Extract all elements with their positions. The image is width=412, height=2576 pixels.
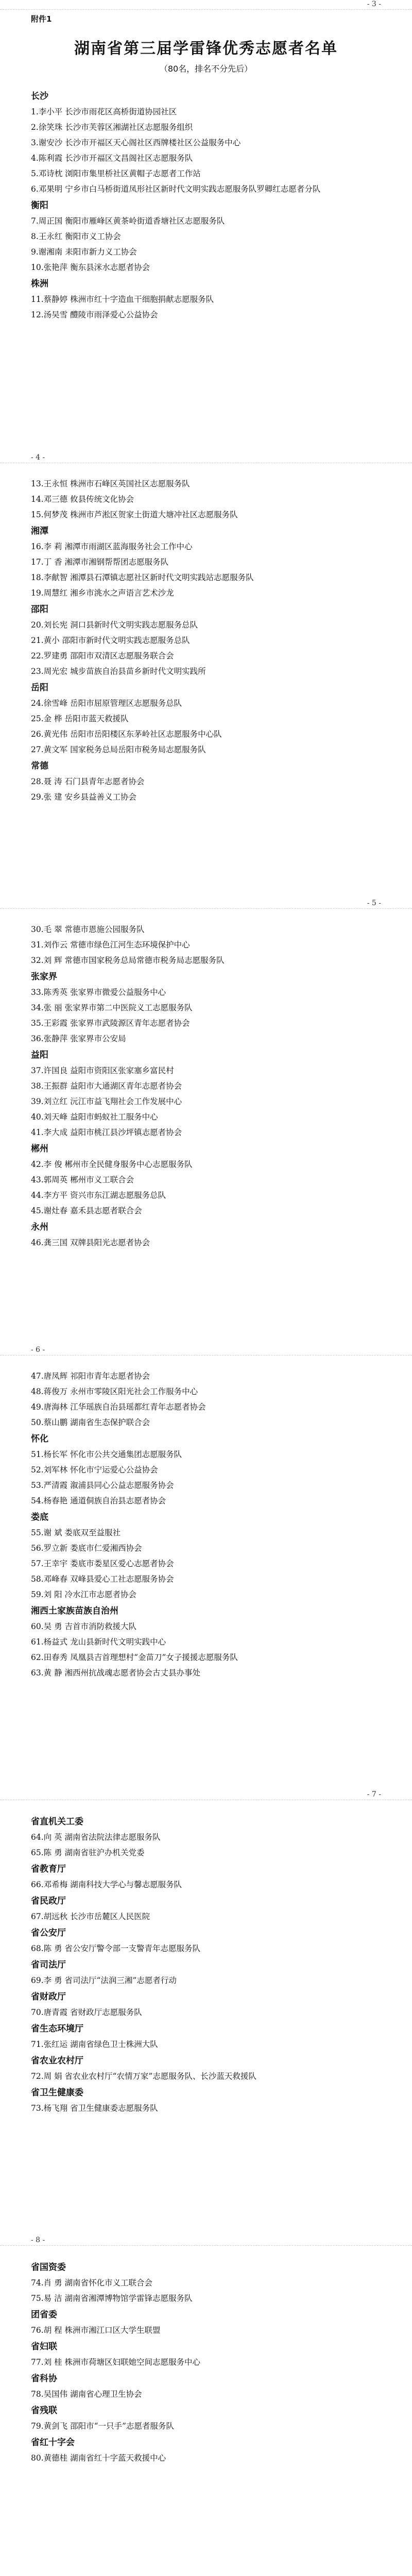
volunteer-entry: 15.何梦茂 株洲市芦淞区贺家土街道大塘冲社区志愿服务队: [31, 510, 238, 519]
volunteer-entry: 60.吴 勇 吉首市消防救援大队: [31, 1622, 137, 1631]
volunteer-entry: 36.张静萍 张家界市公安局: [31, 1034, 126, 1043]
volunteer-entry: 9.谢湘南 耒阳市新力义工协会: [31, 247, 137, 257]
page-number: - 5 -: [367, 899, 381, 907]
page-number: - 8 -: [31, 2236, 45, 2244]
volunteer-entry: 3.谢安沙 长沙市开福区天心阁社区西牌楼社区公益服务中心: [31, 138, 241, 147]
page-separator: [0, 1346, 412, 1355]
page-separator: [0, 1790, 412, 1800]
page-separator: [0, 899, 412, 909]
volunteer-entry: 10.张艳萍 衡东县洣水志愿者协会: [31, 263, 150, 272]
region-heading: 永州: [31, 1222, 48, 1232]
volunteer-entry: 72.周 娟 省农业农村厅“农情万家”志愿服务队、长沙蓝天救援队: [31, 2072, 256, 2081]
volunteer-entry: 68.陈 勇 省公安厅警令部一支警青年志愿服务队: [31, 1944, 201, 1953]
document-title: 湖南省第三届学雷锋优秀志愿者名单: [74, 40, 338, 58]
volunteer-entry: 70.唐青霞 省财政厅志愿服务队: [31, 2008, 142, 2017]
document-page: [0, 1359, 412, 1681]
region-heading: 怀化: [31, 1434, 48, 1444]
volunteer-entry: 57.王幸宇 娄底市娄星区爱心志愿者协会: [31, 1559, 174, 1568]
volunteer-entry: 39.刘立红 沅江市益飞翔社会工作发展中心: [31, 1097, 182, 1106]
volunteer-entry: 66.邓希梅 湖南科技大学心与馨志愿服务队: [31, 1880, 182, 1889]
volunteer-entry: 56.罗立新 娄底市仁爱湘西协会: [31, 1544, 142, 1553]
volunteer-entry: 45.谢灶春 嘉禾县志愿者联合会: [31, 1206, 142, 1215]
volunteer-entry: 32.刘 辉 常德市国家税务总局常德市税务局志愿服务队: [31, 956, 225, 965]
volunteer-entry: 42.李 俊 郴州市全民健身服务中心志愿服务队: [31, 1160, 193, 1169]
region-heading: 株洲: [31, 279, 48, 289]
region-heading: 张家界: [31, 972, 57, 982]
region-heading: 衡阳: [31, 200, 48, 211]
document-subtitle: （80名，排名不分先后）: [159, 64, 253, 74]
region-heading: 省公安厅: [31, 1928, 66, 1938]
volunteer-entry: 27.黄文军 国家税务总局岳阳市税务局志愿服务队: [31, 745, 206, 754]
page-number: - 3 -: [367, 0, 381, 8]
page-separator: [0, 2236, 412, 2246]
volunteer-entry: 17.丁 香 湘潭市湘钢帮帮团志愿服务队: [31, 557, 169, 567]
volunteer-entry: 29.张 建 安乡县益善义工协会: [31, 792, 137, 802]
volunteer-entry: 14.邓三德 攸县传统文化协会: [31, 495, 134, 504]
volunteer-entry: 55.谢 斌 娄底双至益服社: [31, 1528, 121, 1537]
page-separator: [0, 0, 412, 10]
volunteer-entry: 76.胡 程 株洲市湘江口区大学生联盟: [31, 2326, 161, 2335]
volunteer-entry: 20.刘长宪 洞口县新时代文明实践志愿服务总队: [31, 620, 198, 630]
volunteer-entry: 30.毛 翠 常德市恩施公园服务队: [31, 925, 145, 934]
document-page: [0, 13, 412, 323]
volunteer-entry: 63.黄 静 湘西州抗战魂志愿者协会古丈县办事处: [31, 1668, 201, 1677]
region-heading: 省卫生健康委: [31, 2088, 83, 2098]
volunteer-entry: 31.刘作云 常德市绿色江河生态环境保护中心: [31, 940, 190, 950]
volunteer-entry: 13.王永恒 株洲市石峰区英国社区志愿服务队: [31, 479, 190, 488]
volunteer-entry: 1.李小平 长沙市雨花区高桥街道协园社区: [31, 107, 177, 116]
page-separator: [0, 453, 412, 463]
region-heading: 益阳: [31, 1050, 48, 1060]
volunteer-entry: 12.汤吴雪 醴陵市雨泽爱心公益协会: [31, 310, 158, 319]
volunteer-entry: 69.李 勇 省司法厅“法润三湘”志愿者行动: [31, 1976, 177, 1985]
volunteer-entry: 53.严清霞 溆浦县同心公益志愿服务协会: [31, 1481, 174, 1490]
document-page: [0, 912, 412, 1250]
volunteer-entry: 44.李方平 资兴市东江湖志愿服务总队: [31, 1191, 166, 1200]
volunteer-entry: 11.蔡静婷 株洲市红十字造血干细胞捐献志愿服务队: [31, 295, 214, 304]
region-heading: 常德: [31, 761, 48, 771]
volunteer-entry: 7.周正国 衡阳市雁峰区黄茶岭街道香塘社区志愿服务队: [31, 216, 225, 226]
volunteer-entry: 49.唐海林 江华瑶族自治县瑶都红青年志愿者协会: [31, 1402, 206, 1412]
volunteer-entry: 52.刘军林 怀化市宁运爱心公益协会: [31, 1465, 158, 1475]
volunteer-entry: 47.唐凤辉 祁阳市青年志愿者协会: [31, 1371, 150, 1381]
region-heading: 岳阳: [31, 683, 48, 693]
region-heading: 省教育厅: [31, 1864, 66, 1874]
volunteer-entry: 4.陈利霞 长沙市开福区文昌阁社区志愿服务队: [31, 154, 193, 163]
region-heading: 省科协: [31, 2374, 57, 2384]
volunteer-entry: 78.吴国伟 湖南省心理卫生协会: [31, 2389, 142, 2399]
volunteer-entry: 6.邓果明 宁乡市白马桥街道凤形社区新时代文明实践志愿服务队罗卿红志愿者分队: [31, 184, 321, 194]
volunteer-entry: 50.蔡山鹏 湖南省生态保护联合会: [31, 1418, 150, 1427]
volunteer-entry: 64.向 英 湖南省法院法律志愿服务队: [31, 1833, 161, 1842]
region-heading: 长沙: [31, 91, 48, 101]
volunteer-entry: 54.杨春艳 通道侗族自治县志愿者协会: [31, 1496, 166, 1505]
volunteer-entry: 58.邓峰春 双峰县爱心工社志愿服务协会: [31, 1574, 174, 1584]
volunteer-entry: 77.刘 桂 株洲市荷塘区妇联她空间志愿服务中心: [31, 2358, 201, 2367]
region-heading: 娄底: [31, 1512, 48, 1522]
volunteer-entry: 35.王彩霞 张家界市武陵源区青年志愿者协会: [31, 1019, 190, 1028]
region-heading: 团省委: [31, 2310, 57, 2320]
volunteer-entry: 46.龚三国 双牌县阳光志愿者协会: [31, 1238, 150, 1247]
volunteer-entry: 21.黄小 邵阳市新时代文明实践志愿服务总队: [31, 636, 190, 645]
volunteer-entry: 26.黄光伟 岳阳市岳阳楼区东茅岭社区志愿服务中心队: [31, 730, 222, 739]
volunteer-entry: 37.许国良 益阳市资阳区张家塞乡富民村: [31, 1066, 174, 1075]
region-heading: 省残联: [31, 2405, 57, 2416]
page-number: - 4 -: [31, 453, 45, 462]
volunteer-entry: 43.郭周英 郴州市义工联合会: [31, 1175, 134, 1184]
volunteer-entry: 38.王振群 益阳市大通湖区青年志愿者协会: [31, 1081, 182, 1091]
volunteer-entry: 79.黄剑飞 邵阳市“一只手”志愿者服务队: [31, 2421, 174, 2431]
volunteer-entry: 74.肖 勇 湖南省怀化市义工联合会: [31, 2278, 153, 2287]
region-heading: 邵阳: [31, 604, 48, 615]
volunteer-entry: 41.李大成 益阳市桃江县沙坪镇志愿者协会: [31, 1128, 182, 1137]
volunteer-entry: 34.张 丽 张家界市第二中医院义工志愿服务队: [31, 1003, 193, 1012]
volunteer-entry: 71.张红运 湖南省绿色卫士株洲大队: [31, 2040, 158, 2049]
volunteer-entry: 8.王永红 衡阳市义工协会: [31, 232, 121, 241]
region-heading: 湘西土家族苗族自治州: [31, 1606, 118, 1616]
page-number: - 6 -: [31, 1346, 45, 1354]
volunteer-entry: 59.刘 阳 冷水江市志愿者协会: [31, 1590, 137, 1599]
volunteer-entry: 5.邓诗枕 浏阳市集里桥社区黄帽子志愿者工作站: [31, 169, 201, 178]
region-heading: 湘潭: [31, 526, 48, 536]
region-heading: 省生态环境厅: [31, 2024, 83, 2034]
volunteer-entry: 61.杨益式 龙山县新时代文明实践中心: [31, 1637, 166, 1647]
volunteer-entry: 25.金 桦 岳阳市蓝天救援队: [31, 714, 129, 723]
document-page: [0, 467, 412, 805]
region-heading: 省直机关工委: [31, 1817, 83, 1827]
region-heading: 省国资委: [31, 2262, 66, 2273]
volunteer-entry: 19.周慧红 湘乡市洮水之声语言艺术沙龙: [31, 588, 174, 598]
volunteer-entry: 80.黄德桂 湖南省红十字蓝天救援中心: [31, 2453, 166, 2463]
volunteer-entry: 65.陈 勇 湖南省驻沪办机关党委: [31, 1848, 145, 1857]
volunteer-entry: 73.杨飞翔 省卫生健康委志愿服务队: [31, 2104, 158, 2113]
volunteer-entry: 22.罗建勇 邵阳市双清区志愿服务联合会: [31, 651, 174, 660]
region-heading: 省司法厅: [31, 1960, 66, 1970]
volunteer-entry: 48.蒋俊万 永州市零陵区阳光社会工作服务中心: [31, 1387, 198, 1396]
region-heading: 省妇联: [31, 2342, 57, 2352]
volunteer-entry: 23.周光宏 城步苗族自治县苗乡新时代文明实践所: [31, 667, 206, 676]
volunteer-entry: 16.李 莉 湘潭市雨湖区蓝海服务社会工作中心: [31, 542, 193, 551]
volunteer-entry: 24.徐雪峰 岳阳市屈原管理区志愿服务总队: [31, 699, 182, 708]
volunteer-entry: 28.聂 涛 石门县青年志愿者协会: [31, 777, 145, 786]
region-heading: 郴州: [31, 1144, 48, 1154]
attachment-label: 附件1: [31, 14, 52, 24]
document-page: [0, 2249, 412, 2466]
region-heading: 省民政厅: [31, 1896, 66, 1906]
volunteer-entry: 2.徐笑珠 长沙市芙蓉区湘湖社区志愿服务组织: [31, 123, 193, 132]
volunteer-entry: 75.易 洁 湖南省湘潭博物馆学雷锋志愿服务队: [31, 2294, 193, 2303]
volunteer-entry: 51.杨长军 怀化市公共交通集团志愿服务队: [31, 1450, 182, 1459]
volunteer-entry: 40.刘天峰 益阳市蚂蚁社工服务中心: [31, 1112, 158, 1122]
region-heading: 省财政厅: [31, 1992, 66, 2002]
region-heading: 省农业农村厅: [31, 2056, 83, 2066]
region-heading: 省红十字会: [31, 2437, 75, 2448]
document-page: [0, 1804, 412, 2116]
volunteer-entry: 62.田春秀 凤凰县吉首理想村“金苗刀”女子援援志愿服务队: [31, 1653, 238, 1662]
volunteer-entry: 18.李献智 湘潭县石潭镇志愿社区新时代文明实践站志愿服务队: [31, 573, 254, 582]
page-number: - 7 -: [367, 1790, 381, 1799]
volunteer-entry: 33.陈秀英 张家界市微爱公益服务中心: [31, 988, 166, 997]
volunteer-entry: 67.胡远秋 长沙市岳麓区人民医院: [31, 1912, 150, 1921]
